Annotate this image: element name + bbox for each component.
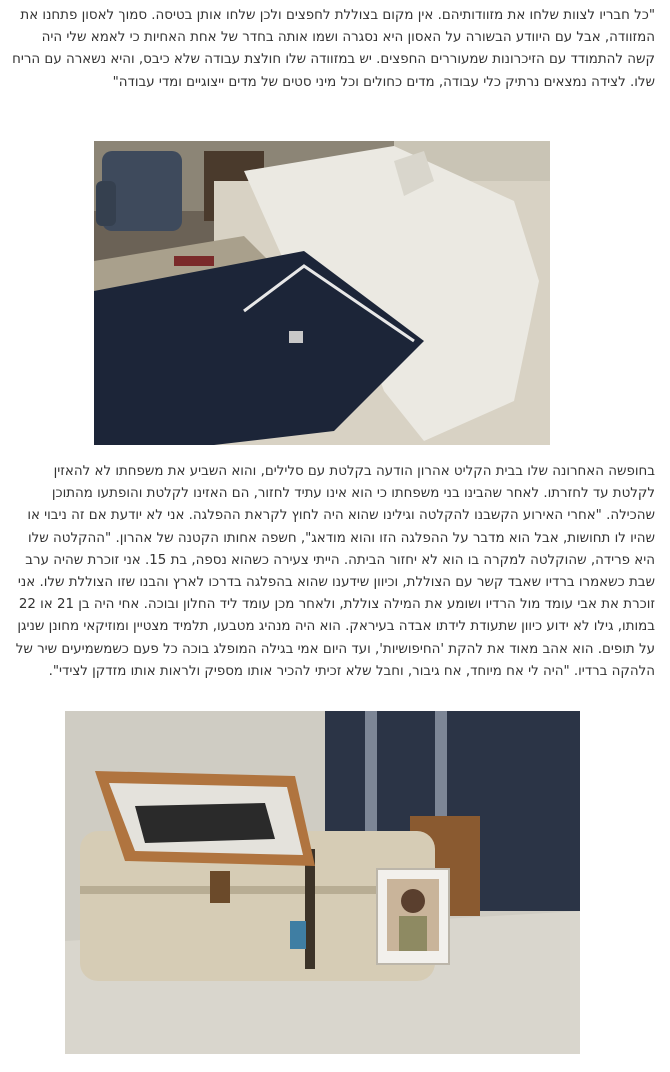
photo-suitcase-illustration [65,711,580,1054]
photo-uniforms-illustration [94,141,550,445]
article-paragraph-2: בחופשה האחרונה שלו בבית הקליט אהרון הודעה בקלטת עם סלילים, והוא השביע את משפחתו לא להאזין לקלטת עד לחזרתו. לאחר שהבינו בני משפחתו כי הוא אינו עתיד לחזור, הם האזינו לקלטת והופתעו מהתוכן שהכילה. "אחרי האירוע הקשבנו להקלטה וגילינו שהוא היה לחוץ לקראת ההפלגה. אני לא יודעת אם זה ניבוי או שהיו לו תחושות, אבל הוא מדבר על ההפלגה הזו והוא מודאג", חשפה אחותו הקטנה של אהרון. "ההקלטה שלו היא פרידה, שהוקלטה למקרה בו הוא לא יחזור הביתה. הייתי צעירה כשהוא נספה, בת 15. אני זוכרת שהיה ערב שבת כשאמרו ברדיו שאבד קשר עם הצוללת, וכיוון שידענו שהוא בהפלגה בדרכו לארץ והבנו שזו הצוללת שלו. אני זוכרת את אבי עומד מול הרדיו ושומע את המילה צוללת, ולאחר מכן עומד ליד החלון ובוכה. אחי היה בן 21 או 22 במותו, גילו לא ידוע כיוון שתעודת לידתו אבדה בעיראק. הוא היה מנהיג מטבעו, תלמיד מצטיין ומוזיקאי מחונן שניגן על תופים. הוא אהב מאוד את להקת 'החיפושיות', ועד היום אמי בגילה המופלג בוכה כל פעם כשמשמיעים שיר של הלהקה ברדיו. "היה לי אח מיוחד, אח גיבור, וחבל שלא זכיתי להכיר אותו מספיק ולראות אותו מזדקן לצידי". [15,464,655,679]
photo-uniforms-on-bed [94,141,550,445]
article-paragraph-1: "כל חבריו לצוות שלחו את מזוודותיהם. אין מקום בצוללת לחפצים ולכן שלחו אותן בטיסה. סמוך לאסון פתחנו את המזוודה, אבל עם היוודע הבשורה על האסון היא נסגרה ושמו אותה בחדר של אחת האחיות כי לאמא שלי היה קשה להתמודד עם הזיכרונות שמעוררים החפצים. יש במזוודה שלו חולצת עבודה שלא כיבס, והיא נשארה עם הריח שלו. לצידה נמצאים נרתיק כלי עבודה, מדים כחולים וכל מיני סטים של מדים ייצוגיים ומדי עבודה" [12,8,655,90]
photo-suitcase-with-framed-photos [65,711,580,1054]
